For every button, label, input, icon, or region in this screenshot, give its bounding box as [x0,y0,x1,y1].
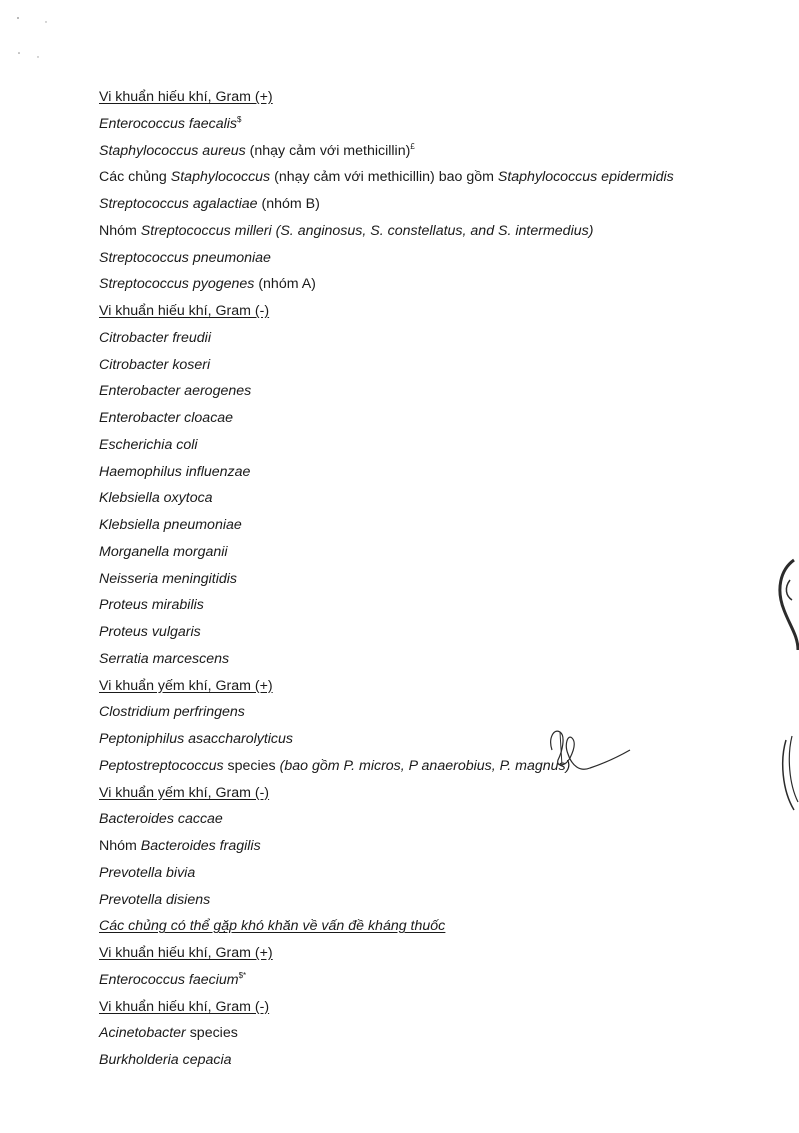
text-segment: (bao gồm P. micros, P anaerobius, P. magnus) [279,757,571,774]
line-text [99,972,239,988]
organism-item [99,512,759,539]
text-segment: (nhạy cảm với methicillin) [245,142,411,159]
line-text [99,464,250,480]
organism-item [99,726,759,753]
text-segment: Enterococcus faecium [99,971,239,988]
line-text [99,250,271,266]
line-text [99,410,233,426]
organism-list [99,84,759,1074]
text-segment: Prevotella bivia [99,864,196,881]
text-segment: Streptococcus agalactiae [99,196,258,212]
text-segment: Morganella morganii [99,543,228,560]
line-text [99,357,210,373]
text-segment: species [223,757,280,774]
organism-item [99,592,759,619]
text-segment: Streptococcus pyogenes [99,276,255,293]
organism-item [99,833,759,860]
organism-item [99,1047,759,1074]
line-text [99,918,445,934]
organism-item [99,405,759,432]
organism-item [99,566,759,593]
text-segment: Vi khuẩn yếm khí, Gram (+) [99,677,273,694]
text-segment: Prevotella disiens [99,891,211,908]
line-text [99,758,570,774]
organism-item [99,619,759,646]
text-segment: Proteus mirabilis [99,597,204,614]
organism-item [99,325,759,352]
text-segment: Staphylococcus epidermidis [497,169,674,186]
text-segment: Clostridium perfringens [99,704,245,721]
line-text [99,276,316,292]
line-text [99,945,273,961]
line-text [99,1025,238,1041]
organism-item [99,138,759,165]
section-heading [99,673,759,700]
organism-item [99,1020,759,1047]
text-segment: Enterobacter aerogenes [99,383,252,400]
line-text [99,330,211,346]
text-segment: Các chủng có thể gặp khó khăn về vấn đề kháng thuốc [99,918,446,935]
text-segment: Staphylococcus aureus [99,142,246,159]
line-text [99,517,242,533]
organism-item [99,646,759,673]
section-heading [99,994,759,1021]
organism-item [99,191,759,218]
text-segment: Nhóm [99,838,141,854]
organism-item [99,111,759,138]
text-segment: Streptococcus milleri (S. anginosus, S. constellatus, and S. intermedius) [140,222,594,239]
line-text [99,811,223,827]
text-segment: Neisseria meningitidis [99,570,237,587]
text-segment: Citrobacter freudii [99,329,211,346]
line-text [99,437,198,453]
section-heading [99,780,759,807]
organism-item [99,806,759,833]
text-segment: Escherichia coli [99,436,198,453]
text-segment: Enterococcus faecalis [99,115,238,132]
text-segment: Vi khuẩn hiếu khí, Gram (+) [99,89,273,105]
line-text [99,303,269,319]
text-segment: Proteus vulgaris [99,624,201,640]
organism-item [99,887,759,914]
text-segment: Staphylococcus [170,169,271,186]
line-text [99,999,269,1015]
text-segment: Peptoniphilus asaccharolyticus [99,731,294,747]
text-segment: Serratia marcescens [99,650,230,667]
line-text [99,223,593,239]
text-segment: Klebsiella pneumoniae [99,517,242,533]
section-heading [99,84,759,111]
line-text [99,651,229,667]
text-segment: (nhóm B) [257,196,320,212]
line-text [99,169,674,185]
organism-item [99,218,759,245]
line-text [99,678,273,694]
handwritten-signature [530,720,650,790]
line-text [99,89,273,105]
organism-item [99,967,759,994]
text-segment: Peptostreptococcus [99,757,224,774]
line-text [99,785,269,801]
section-heading [99,940,759,967]
line-text [99,1052,232,1068]
organism-item [99,432,759,459]
text-segment: Vi khuẩn hiếu khí, Gram (+) [99,945,273,961]
text-segment: Bacteroides caccae [99,811,223,828]
organism-item [99,539,759,566]
line-text [99,383,251,399]
text-segment: Vi khuẩn yếm khí, Gram (-) [99,784,270,801]
text-segment: (nhóm A) [254,276,316,293]
section-heading [99,298,759,325]
text-segment: Acinetobacter [99,1025,186,1042]
organism-item [99,271,759,298]
organism-item [99,860,759,887]
text-segment: Streptococcus pneumoniae [99,249,271,266]
text-segment: Vi khuẩn hiếu khí, Gram (-) [99,998,270,1015]
text-segment: (nhạy cảm với methicillin) bao gồm [270,169,498,186]
line-text [99,704,245,720]
text-segment: Citrobacter koseri [99,356,211,373]
footnote-marker: $* [238,970,247,980]
scan-specks [0,0,60,70]
organism-item [99,459,759,486]
organism-item [99,245,759,272]
line-text [99,571,237,587]
text-segment: Burkholderia cepacia [99,1052,232,1068]
line-text [99,838,261,854]
text-segment: Klebsiella oxytoca [99,490,213,507]
organism-item [99,378,759,405]
line-text [99,892,210,908]
line-text [99,544,228,560]
text-segment: Bacteroides fragilis [140,838,261,854]
line-text [99,865,195,881]
stamp-fragment [740,540,799,840]
organism-item [99,164,759,191]
organism-item [99,352,759,379]
line-text [99,490,213,506]
footnote-marker: £ [410,141,415,151]
text-segment: Vi khuẩn hiếu khí, Gram (-) [99,303,270,319]
text-segment: Enterobacter cloacae [99,410,234,426]
organism-item [99,699,759,726]
line-text [99,597,204,613]
line-text [99,196,320,212]
organism-item [99,753,759,780]
line-text [99,143,410,159]
text-segment: Haemophilus influenzae [99,463,251,480]
section-heading [99,913,759,940]
line-text [99,624,201,640]
text-segment: species [185,1025,238,1042]
text-segment: Nhóm [99,222,141,239]
footnote-marker: $ [237,114,242,124]
line-text [99,731,293,747]
organism-item [99,485,759,512]
line-text [99,116,237,132]
text-segment: Các chủng [99,169,171,186]
